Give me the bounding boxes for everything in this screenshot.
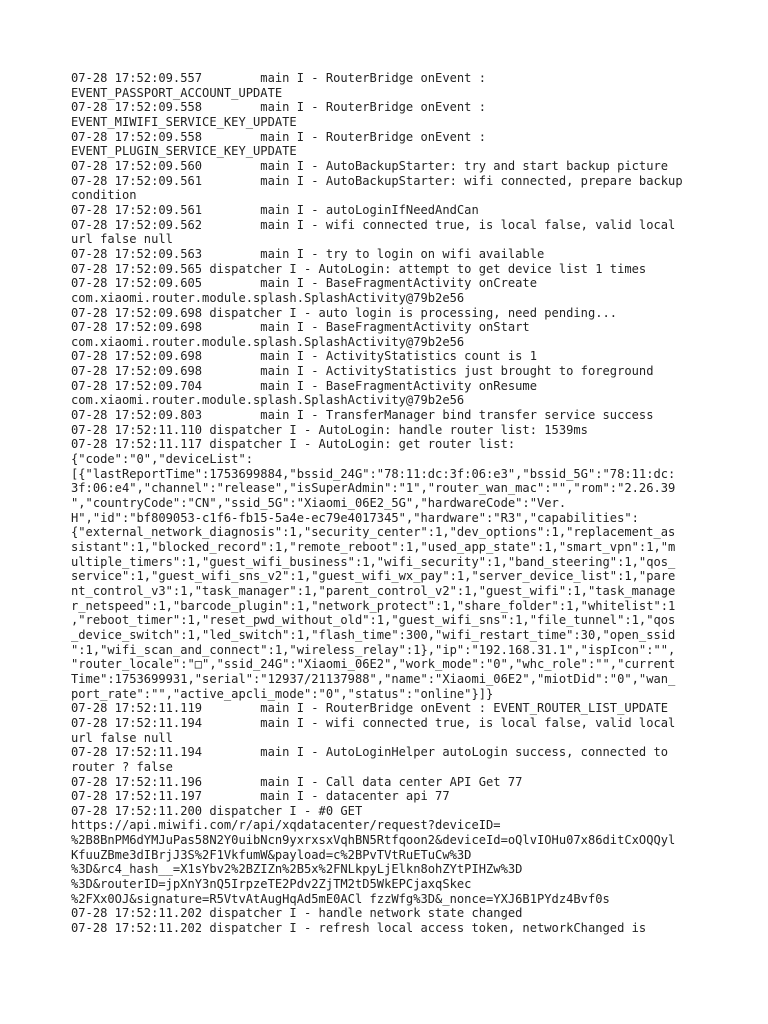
log-line: 07-28 17:52:09.558 main I - RouterBridge onEvent : <box>71 129 487 144</box>
log-line: https://api.miwifi.com/r/api/xqdatacenter/request?deviceID= <box>71 818 501 833</box>
log-line: 07-28 17:52:09.698 main I - ActivityStatistics just brought to foreground <box>71 364 654 379</box>
log-line: KfuuZBme3dIBrjJ3S%2F1VkfumW&payload=c%2BPvTVtRuETuCw%3D <box>71 847 472 862</box>
log-line: 07-28 17:52:11.194 main I - AutoLoginHelper autoLogin success, connected to <box>71 745 669 760</box>
log-line: url false null <box>71 232 173 247</box>
log-page <box>71 71 701 936</box>
log-line: condition <box>71 188 137 203</box>
log-line: %3D&rc4_hash__=X1sYbv2%2BZIZn%2B5x%2FNLkpyLjElkn8ohZYtPIHZw%3D <box>71 862 523 877</box>
log-line: [{"lastReportTime":1753699884,"bssid_24G":"78:11:dc:3f:06:e3","bssid_5G":"78:11:dc: <box>71 466 676 481</box>
log-line: 07-28 17:52:09.558 main I - RouterBridge onEvent : <box>71 100 487 115</box>
log-line: {"external_network_diagnosis":1,"security_center":1,"dev_options":1,"replacement_as <box>71 525 676 540</box>
log-line: ultiple_timers":1,"guest_wifi_business":1,"wifi_security":1,"band_steering":1,"qos_ <box>71 554 676 569</box>
log-line: EVENT_MIWIFI_SERVICE_KEY_UPDATE <box>71 114 297 129</box>
log-line: com.xiaomi.router.module.splash.SplashActivity@79b2e56 <box>71 334 465 349</box>
log-line: ":1,"wifi_scan_and_connect":1,"wireless_relay":1},"ip":"192.168.31.1","ispIcon":"", <box>71 642 676 657</box>
log-line: {"code":"0","deviceList": <box>71 452 254 467</box>
log-line: %2FXx0OJ&signature=R5VtvAtAugHqAd5mE0ACl fzzWfg%3D&_nonce=YXJ6B1PYdz4Bvf0s <box>71 891 610 906</box>
log-line: 07-28 17:52:11.119 main I - RouterBridge onEvent : EVENT_ROUTER_LIST_UPDATE <box>71 701 669 716</box>
log-line: EVENT_PLUGIN_SERVICE_KEY_UPDATE <box>71 144 297 159</box>
log-line: 07-28 17:52:11.110 dispatcher I - AutoLogin: handle router list: 1539ms <box>71 422 588 437</box>
log-line: r_netspeed":1,"barcode_plugin":1,"network_protect":1,"share_folder":1,"whitelist":1 <box>71 598 676 613</box>
log-line: 07-28 17:52:11.196 main I - Call data center API Get 77 <box>71 774 523 789</box>
log-line: 07-28 17:52:09.698 main I - ActivityStatistics count is 1 <box>71 349 537 364</box>
log-line: 07-28 17:52:09.565 dispatcher I - AutoLogin: attempt to get device list 1 times <box>71 261 647 276</box>
log-line: 07-28 17:52:09.562 main I - wifi connected true, is local false, valid local <box>71 217 676 232</box>
log-line: sistant":1,"blocked_record":1,"remote_reboot":1,"used_app_state":1,"smart_vpn":1,"m <box>71 540 676 554</box>
log-line: port_rate":"","active_apcli_mode":"0","status":"online"}]} <box>71 686 494 701</box>
log-line: nt_control_v3":1,"task_manager":1,"parent_control_v2":1,"guest_wifi":1,"task_manage <box>71 583 676 598</box>
log-line: EVENT_PASSPORT_ACCOUNT_UPDATE <box>71 85 283 100</box>
log-line: 07-28 17:52:11.202 dispatcher I - refresh local access token, networkChanged is <box>71 921 647 936</box>
log-line: 07-28 17:52:09.698 dispatcher I - auto login is processing, need pending... <box>71 305 618 320</box>
log-line: router ? false <box>71 759 173 774</box>
log-line: com.xiaomi.router.module.splash.SplashActivity@79b2e56 <box>71 393 465 408</box>
log-line: _device_switch":1,"led_switch":1,"flash_time":300,"wifi_restart_time":30,"open_ssid <box>71 627 676 642</box>
log-line: Time":1753699931,"serial":"12937/21137988","name":"Xiaomi_06E2","miotDid":"0","wan_ <box>71 671 676 686</box>
log-line: 3f:06:e4","channel":"release","isSuperAdmin":"1","router_wan_mac":"","rom":"2.26.39 <box>71 481 676 496</box>
log-line: "router_locale":"□","ssid_24G":"Xiaomi_06E2","work_mode":"0","whc_role":"","current <box>71 657 676 672</box>
log-line: 07-28 17:52:09.605 main I - BaseFragmentActivity onCreate <box>71 276 537 291</box>
log-line: 07-28 17:52:09.560 main I - AutoBackupStarter: try and start backup picture <box>71 158 669 173</box>
log-line: 07-28 17:52:09.563 main I - try to login on wifi available <box>71 246 545 261</box>
log-line: %2B8BnPM6dYMJuPas58N2Y0uibNcn9yxrxsxVqhBN5Rtfqoon2&deviceId=oQlvIOHu07x86ditCxOQQyl <box>71 833 676 848</box>
log-line: 07-28 17:52:09.557 main I - RouterBridge onEvent : <box>71 71 487 85</box>
log-line: com.xiaomi.router.module.splash.SplashActivity@79b2e56 <box>71 290 465 305</box>
log-line: ,"reboot_timer":1,"reset_pwd_without_old":1,"guest_wifi_sns":1,"file_tunnel":1,"qos <box>71 613 676 628</box>
log-line: %3D&routerID=jpXnY3nQ5IrpzeTE2Pdv2ZjTM2tD5WkEPCjaxqSkec <box>71 877 472 892</box>
log-line: 07-28 17:52:11.194 main I - wifi connected true, is local false, valid local <box>71 715 676 730</box>
log-line: 07-28 17:52:09.561 main I - autoLoginIfNeedAndCan <box>71 202 479 217</box>
log-line: 07-28 17:52:09.704 main I - BaseFragmentActivity onResume <box>71 378 537 393</box>
log-line: 07-28 17:52:09.698 main I - BaseFragmentActivity onStart <box>71 320 530 335</box>
log-line: 07-28 17:52:09.803 main I - TransferManager bind transfer service success <box>71 408 654 423</box>
log-line: 07-28 17:52:11.117 dispatcher I - AutoLogin: get router list: <box>71 437 516 452</box>
log-line: 07-28 17:52:09.561 main I - AutoBackupStarter: wifi connected, prepare backup <box>71 173 683 188</box>
log-line: 07-28 17:52:11.202 dispatcher I - handle network state changed <box>71 906 523 921</box>
log-line: service":1,"guest_wifi_sns_v2":1,"guest_wifi_wx_pay":1,"server_device_list":1,"pare <box>71 569 676 584</box>
log-line: 07-28 17:52:11.200 dispatcher I - #0 GET <box>71 803 363 818</box>
log-line: ","countryCode":"CN","ssid_5G":"Xiaomi_06E2_5G","hardwareCode":"Ver. <box>71 496 567 511</box>
log-line: url false null <box>71 730 173 745</box>
log-line: 07-28 17:52:11.197 main I - datacenter api 77 <box>71 789 450 804</box>
log-line: H","id":"bf809053-c1f6-fb15-5a4e-ec79e4017345","hardware":"R3","capabilities": <box>71 510 639 525</box>
